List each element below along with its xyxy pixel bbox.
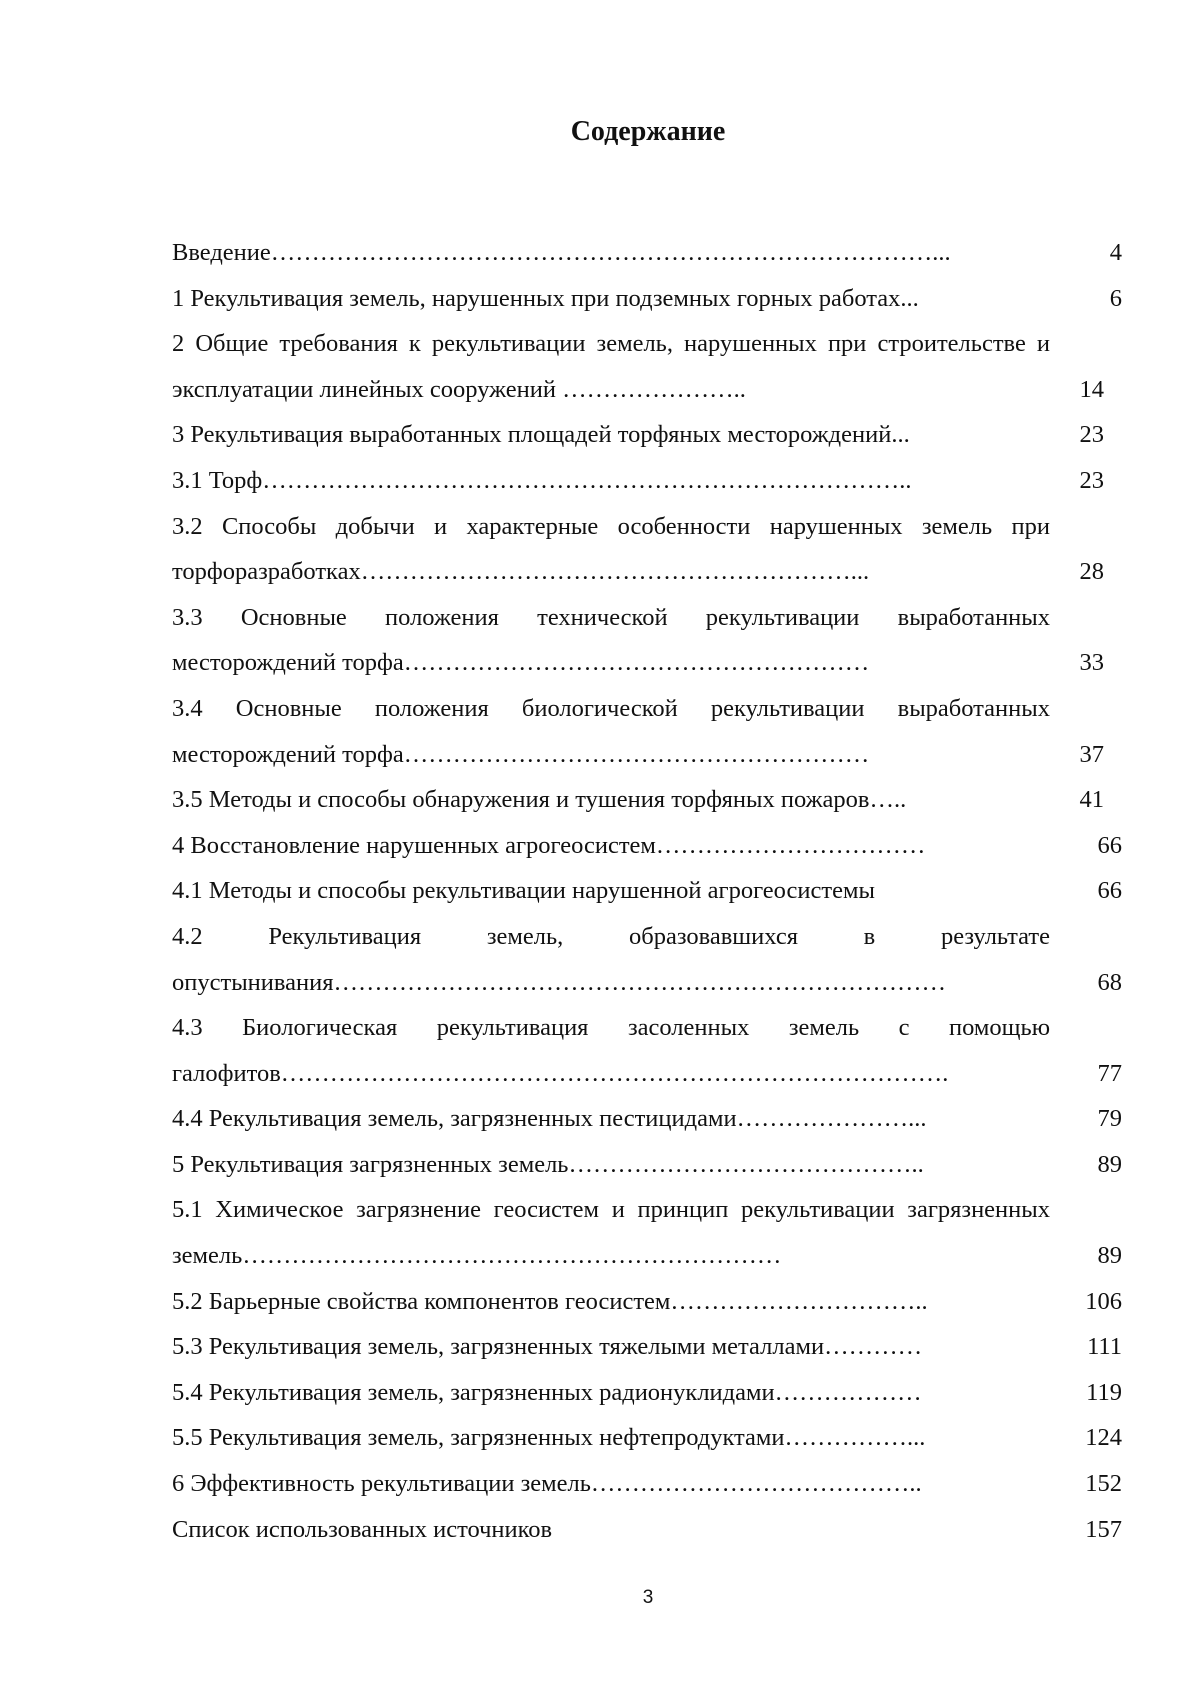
- toc-entry-page-number: 119: [1086, 1378, 1122, 1406]
- toc-entry-title: 3.3 Основные положения технической рекультивации выработанных месторождений торфа…………………………………………………: [172, 603, 1050, 677]
- toc-entry-title: 5.2 Барьерные свойства компонентов геосистем…………………………..: [172, 1287, 928, 1315]
- toc-entry-page-number: 23: [1079, 421, 1104, 449]
- toc-entry-page-number: 152: [1085, 1470, 1122, 1498]
- toc-entry-page-number: 41: [1079, 786, 1104, 814]
- toc-entry[interactable]: [172, 777, 1122, 823]
- toc-entry-page-number: 111: [1087, 1333, 1122, 1361]
- toc-entry-title: 5.1 Химическое загрязнение геосистем и принцип рекультивации загрязненных земель…………………………………………………………: [172, 1196, 1050, 1270]
- toc-entry[interactable]: [172, 1005, 1122, 1096]
- toc-entry-page-number: 37: [1079, 740, 1104, 768]
- toc-entry-page-number: 66: [1097, 877, 1122, 905]
- toc-entry-page-number: 23: [1079, 466, 1104, 494]
- toc-entry[interactable]: [172, 1187, 1122, 1278]
- toc-entry-page-number: 77: [1097, 1059, 1122, 1087]
- toc-entry[interactable]: [172, 823, 1122, 869]
- toc-entry-title: 5.5 Рекультивация земель, загрязненных нефтепродуктами……………...: [172, 1424, 926, 1452]
- toc-entry-title: 5.3 Рекультивация земель, загрязненных тяжелыми металлами…………: [172, 1333, 923, 1361]
- toc-entry-title: 3.1 Торф……………………………………………………………………..: [172, 466, 912, 494]
- toc-entry[interactable]: [172, 1142, 1122, 1188]
- toc-entry-page-number: 33: [1079, 649, 1104, 677]
- toc-entry[interactable]: [172, 276, 1122, 322]
- toc-entry[interactable]: [172, 595, 1122, 686]
- toc-entry-page-number: 66: [1097, 831, 1122, 859]
- toc-entry-page-number: 89: [1097, 1242, 1122, 1270]
- toc-entry[interactable]: [172, 914, 1122, 1005]
- toc-entry[interactable]: [172, 458, 1122, 504]
- toc-entry-page-number: 28: [1079, 558, 1104, 586]
- toc-entry-page-number: 6: [1109, 284, 1122, 312]
- toc-entry-title: 4.4 Рекультивация земель, загрязненных пестицидами…………………...: [172, 1105, 927, 1133]
- toc-entry[interactable]: [172, 1279, 1122, 1325]
- toc-entry[interactable]: [172, 1324, 1122, 1370]
- page-number: 3: [642, 1587, 654, 1608]
- toc-entry[interactable]: [172, 1461, 1122, 1507]
- toc-entry-page-number: 157: [1085, 1515, 1122, 1543]
- toc-entry-title: 4.2 Рекультивация земель, образовавшихся в результате опустынивания…………………………………………………………………: [172, 922, 1050, 996]
- page-title: Содержание: [570, 116, 726, 147]
- toc-entry[interactable]: [172, 1507, 1122, 1553]
- toc-entry-page-number: 14: [1079, 375, 1104, 403]
- toc-entry[interactable]: [172, 504, 1122, 595]
- toc-entry-title: 1 Рекультивация земель, нарушенных при подземных горных работах...: [172, 284, 919, 312]
- toc-entry-title: 4 Восстановление нарушенных агрогеосистем……………………………: [172, 831, 926, 859]
- table-of-contents: [172, 230, 1122, 1552]
- toc-entry-title: Введение………………………………………………………………………...: [172, 239, 951, 266]
- toc-entry[interactable]: [172, 412, 1122, 458]
- toc-entry-title: 2 Общие требования к рекультивации земель, нарушенных при строительстве и эксплуатации линейных сооружений …………………..: [172, 330, 1050, 403]
- toc-entry-page-number: 124: [1085, 1424, 1122, 1452]
- toc-entry[interactable]: [172, 321, 1122, 412]
- toc-entry-title: 4.3 Биологическая рекультивация засоленных земель с помощью галофитов……………………………………………………………………….: [172, 1014, 1050, 1087]
- toc-entry-title: 5 Рекультивация загрязненных земель……………………………………..: [172, 1150, 924, 1178]
- toc-entry-page-number: 68: [1097, 968, 1122, 996]
- toc-entry-title: 6 Эффективность рекультивации земель…………………………………..: [172, 1470, 922, 1498]
- toc-entry[interactable]: [172, 230, 1122, 276]
- toc-entry[interactable]: [172, 686, 1122, 777]
- toc-entry-title: 3.5 Методы и способы обнаружения и тушения торфяных пожаров…..: [172, 786, 907, 814]
- toc-entry-title: 3.4 Основные положения биологической рекультивации выработанных месторождений торфа…………………………………………………: [172, 694, 1050, 768]
- toc-entry-title: 5.4 Рекультивация земель, загрязненных радионуклидами………………: [172, 1378, 922, 1406]
- toc-entry-title: 3.2 Способы добычи и характерные особенности нарушенных земель при торфоразработках……………………………………………………...: [172, 512, 1050, 586]
- toc-entry-title: 3 Рекультивация выработанных площадей торфяных месторождений...: [172, 421, 910, 449]
- toc-entry[interactable]: [172, 1415, 1122, 1461]
- toc-entry-page-number: 4: [1109, 239, 1122, 266]
- toc-entry[interactable]: [172, 1096, 1122, 1142]
- toc-entry-title: Список использованных источников: [172, 1515, 553, 1543]
- toc-entry-page-number: 89: [1097, 1150, 1122, 1178]
- toc-entry-title: 4.1 Методы и способы рекультивации нарушенной агрогеосистемы: [172, 877, 875, 905]
- toc-entry[interactable]: [172, 868, 1122, 914]
- toc-entry-page-number: 106: [1085, 1287, 1122, 1315]
- toc-entry-page-number: 79: [1097, 1105, 1122, 1133]
- toc-entry[interactable]: [172, 1370, 1122, 1416]
